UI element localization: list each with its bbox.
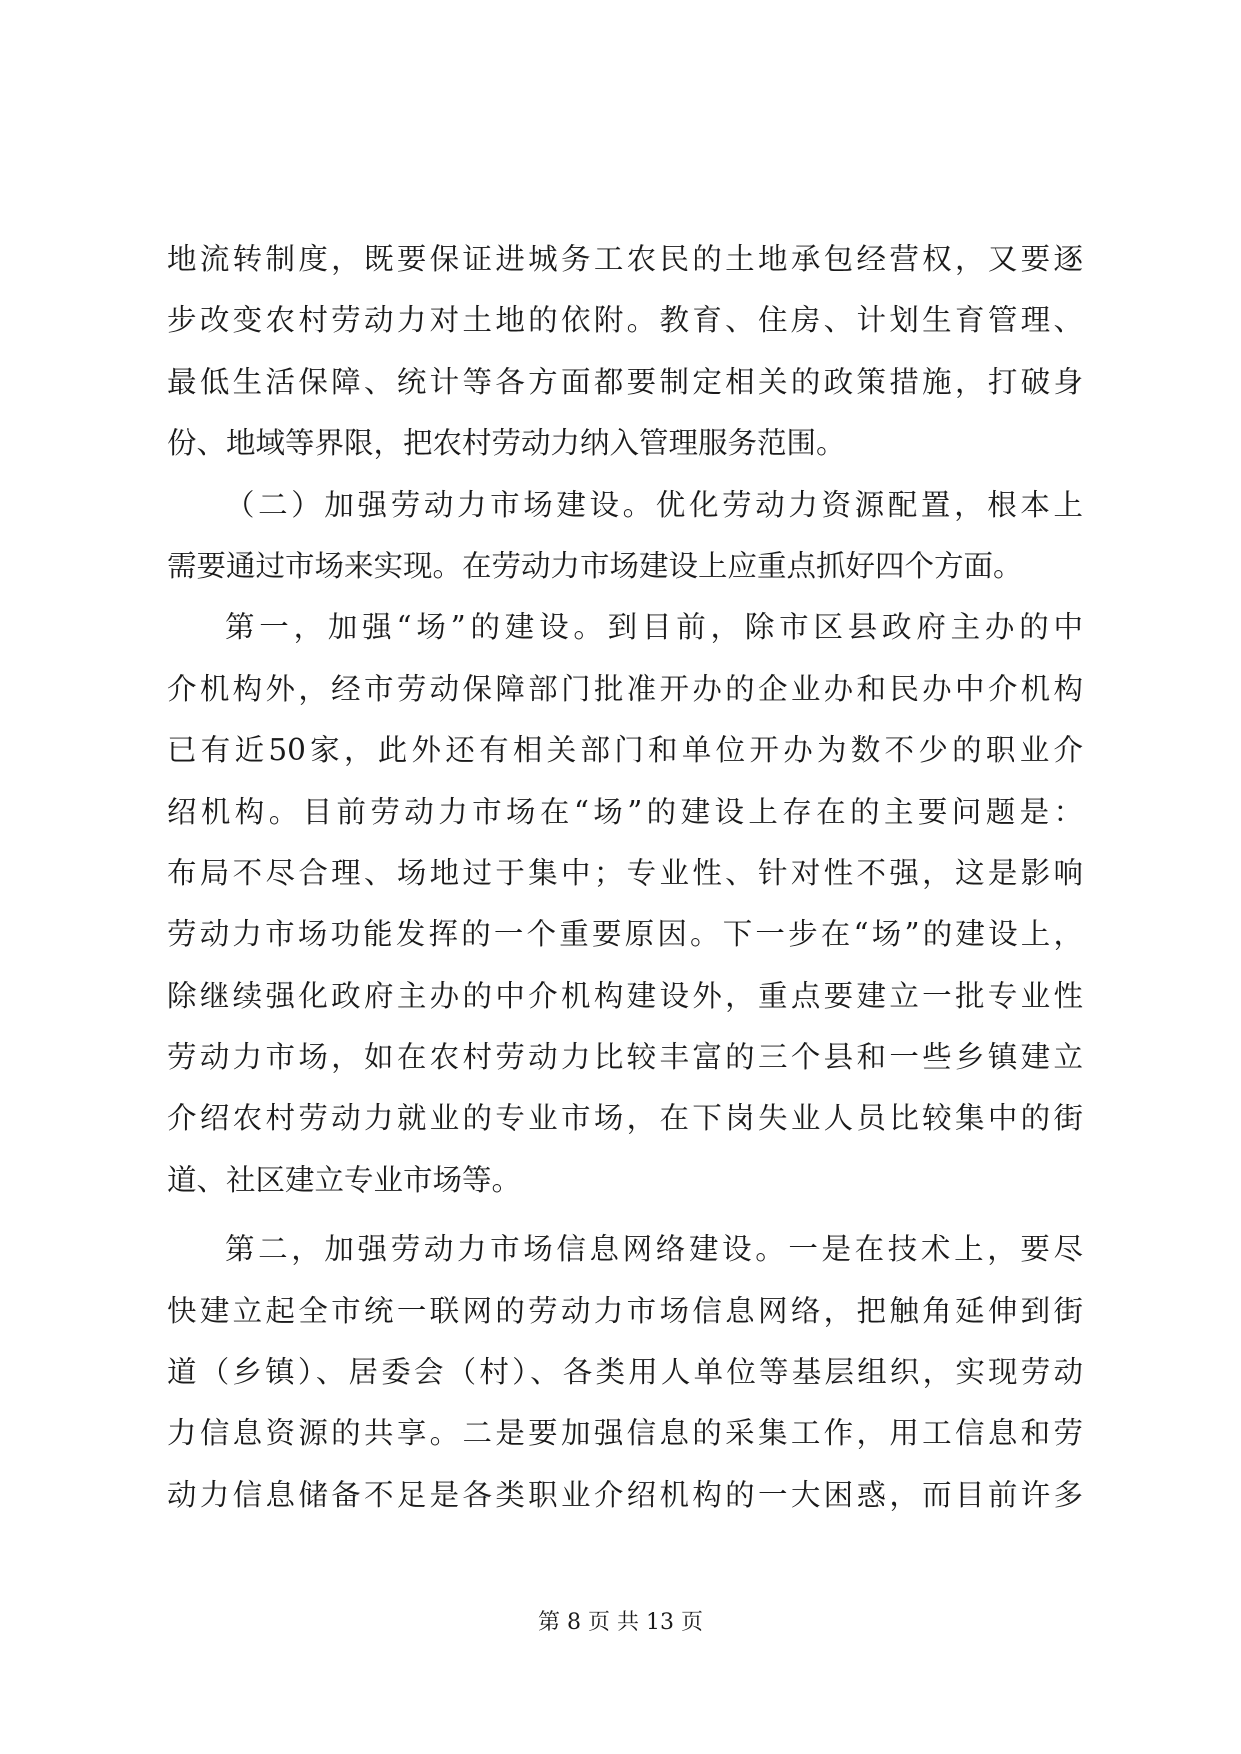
paragraph-4 [167, 1219, 1083, 1526]
text-line: 除继续强化政府主办的中介机构建设外，重点要建立一批专业性 [167, 978, 1083, 1013]
paragraph-gap [167, 1211, 1083, 1219]
text-line: 布局不尽合理、场地过于集中；专业性、针对性不强，这是影响 [167, 855, 1083, 890]
text-line: 快建立起全市统一联网的劳动力市场信息网络，把触角延伸到街 [167, 1293, 1083, 1328]
text-line: 道、社区建立专业市场等。 [167, 1162, 522, 1197]
text-line: 劳动力市场，如在农村劳动力比较丰富的三个县和一些乡镇建立 [167, 1040, 1083, 1075]
page-number-label: 第 8 页 共 13 页 [538, 1610, 703, 1635]
page-footer [0, 1608, 1241, 1638]
text-line: 力信息资源的共享。二是要加强信息的采集工作，用工信息和劳 [167, 1416, 1083, 1451]
text-line: （二）加强劳动力市场建设。优化劳动力资源配置，根本上 [225, 487, 1083, 522]
paragraph-2 [167, 475, 1083, 598]
text-line: 劳动力市场功能发挥的一个重要原因。下一步在“场”的建设上， [167, 917, 1083, 952]
text-line: 第二，加强劳动力市场信息网络建设。一是在技术上，要尽 [225, 1232, 1083, 1267]
text-line: 份、地域等界限，把农村劳动力纳入管理服务范围。 [167, 426, 846, 461]
text-line: 道（乡镇）、居委会（村）、各类用人单位等基层组织，实现劳动 [167, 1355, 1083, 1390]
text-line: 绍机构。目前劳动力市场在“场”的建设上存在的主要问题是： [167, 794, 1083, 829]
text-line: 动力信息储备不足是各类职业介绍机构的一大困惑，而目前许多 [167, 1477, 1083, 1512]
text-line: 介绍农村劳动力就业的专业市场，在下岗失业人员比较集中的街 [167, 1101, 1083, 1136]
paragraph-1 [167, 229, 1083, 475]
body-text [167, 229, 1083, 1526]
text-line: 介机构外，经市劳动保障部门批准开办的企业办和民办中介机构 [167, 671, 1083, 706]
text-line: 已有近50家，此外还有相关部门和单位开办为数不少的职业介 [167, 733, 1083, 768]
text-line: 地流转制度，既要保证进城务工农民的土地承包经营权，又要逐 [167, 242, 1083, 276]
text-line: 最低生活保障、统计等各方面都要制定相关的政策措施，打破身 [167, 364, 1083, 399]
text-line: 第一，加强“场”的建设。到目前，除市区县政府主办的中 [225, 610, 1083, 645]
text-line: 需要通过市场来实现。在劳动力市场建设上应重点抓好四个方面。 [167, 548, 1023, 583]
paragraph-3 [167, 597, 1083, 1211]
text-line: 步改变农村劳动力对土地的依附。教育、住房、计划生育管理、 [167, 303, 1083, 338]
